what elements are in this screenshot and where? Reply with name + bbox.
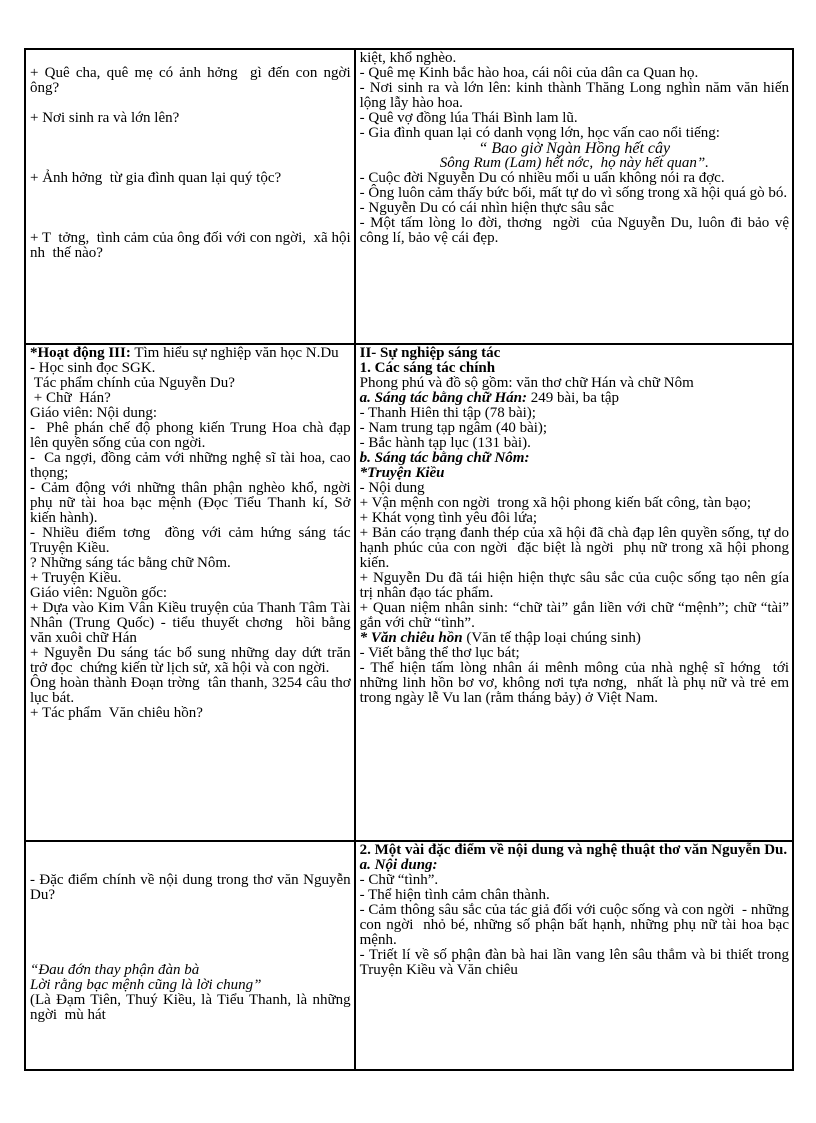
content-line: - Chữ “tình”. xyxy=(359,872,439,888)
content-line: + Nguyễn Du sáng tác bổ sung những day dứt trăn trở đọc chứng kiến từ lịch sử, xã hội và con ngời. xyxy=(30,645,355,676)
content-line: Ông hoàn thành Đoạn trờng tân thanh, 3254 câu thơ lục bát. xyxy=(30,675,355,706)
subsection-heading: a. Sáng tác bằng chữ Hán: 249 bài, ba tập xyxy=(359,390,620,406)
left-cell xyxy=(25,49,359,344)
quote-line: Sông Rum (Lam) hết nớc, họ này hết quan”. xyxy=(439,155,709,171)
content-line: kiệt, khổ nghèo. xyxy=(359,50,457,66)
work-title: *Truyện Kiều xyxy=(359,465,445,481)
content-line: - Triết lí về số phận đàn bà hai lần vang lên sâu thẳm và bi thiết trong Truyện Kiều và Văn chiêu xyxy=(359,947,793,978)
question-text: + Nơi sinh ra và lớn lên? xyxy=(30,110,180,126)
content-line: ? Những sáng tác bằng chữ Nôm. xyxy=(30,555,231,571)
question-text: + Ảnh hởng từ gia đình quan lại quý tộc? xyxy=(30,170,282,186)
lesson-table xyxy=(24,48,794,1071)
table-row xyxy=(25,344,793,841)
table-row xyxy=(25,49,793,344)
subsection-heading: 1. Các sáng tác chính xyxy=(359,360,496,376)
content-line: Giáo viên: Nội dung: xyxy=(30,405,158,421)
content-line: - Ông luôn cảm thấy bức bối, mất tự do vì sống trong xã hội quá gò bó. xyxy=(359,185,788,201)
content-line: + Khát vọng tình yêu đôi lứa; xyxy=(359,510,538,526)
content-line: - Học sinh đọc SGK. xyxy=(30,360,156,376)
content-line: + Nguyễn Du đã tái hiện hiện thực sâu sắc của cuộc sống tạo nên gía trị nhân đạo tác phẩm. xyxy=(359,570,793,601)
content-line: - Quê mẹ Kinh bắc hào hoa, cái nôi của dân ca Quan họ. xyxy=(359,65,699,81)
content-line: - Bắc hành tạp lục (131 bài). xyxy=(359,435,531,451)
table-row xyxy=(25,841,793,1070)
right-cell xyxy=(355,344,793,841)
subsection-heading: b. Sáng tác bằng chữ Nôm: xyxy=(359,450,530,466)
content-line: - Thể hiện tình cảm chân thành. xyxy=(359,887,550,903)
content-line: + Bản cáo trạng đanh thép của xã hội đã chà đạp lên quyền sống, tự do hạnh phúc của con ngời đặc biệt là ngời phụ nữ trong xã hội phong kiến. xyxy=(359,525,793,571)
content-line: - Nhiều điểm tơng đồng với cảm hứng sáng tác Truyện Kiều. xyxy=(30,525,355,556)
section-heading: II- Sự nghiệp sáng tác xyxy=(359,345,501,361)
content-line: - Cảm động với những thân phận nghèo khổ, ngời phụ nữ tài hoa bạc mệnh (Đọc Tiểu Thanh kí, Sở kiến hành). xyxy=(30,480,359,526)
quote-line: Lời rằng bạc mệnh cũng là lời chung” xyxy=(30,977,262,993)
content-line: + Chữ Hán? xyxy=(30,390,111,406)
content-line: - Nguyễn Du có cái nhìn hiện thực sâu sắc xyxy=(359,200,614,216)
content-line: - Ca ngợi, đồng cảm với những nghệ sĩ tài hoa, cao thọng; xyxy=(30,450,355,481)
content-line: (Là Đạm Tiên, Thuý Kiều, là Tiểu Thanh, là những ngời mù hát xyxy=(30,992,355,1023)
content-line: - Viết bằng thể thơ lục bát; xyxy=(359,645,520,661)
content-line: - Gia đình quan lại có danh vọng lớn, học vấn cao nổi tiếng: xyxy=(359,125,720,141)
content-line: - Một tấm lòng lo đời, thơng ngời của Nguyễn Du, luôn đi bảo vệ công lí, bảo vệ cái đẹp. xyxy=(359,215,793,246)
content-line: Giáo viên: Nguồn gốc: xyxy=(30,585,168,601)
content-line: - Thanh Hiên thi tập (78 bài); xyxy=(359,405,536,421)
content-line: - Thể hiện tấm lòng nhân ái mênh mông của nhà nghệ sĩ hớng tới những linh hồn bơ vơ, không nơi tựa nơng, nhất là phụ nữ và trẻ em trong ngày lễ Vu lan (rằm tháng bảy) ở Việt Nam. xyxy=(359,660,793,706)
content-line: + Truyện Kiều. xyxy=(30,570,122,586)
content-line: + Vận mệnh con ngời trong xã hội phong kiến bất công, tàn bạo; xyxy=(359,495,752,511)
subsection-heading: a. Nội dung: xyxy=(359,857,438,873)
content-line: Tác phẩm chính của Nguyễn Du? xyxy=(30,375,235,391)
section-heading: 2. Một vài đặc điểm về nội dung và nghệ thuật thơ văn Nguyễn Du. xyxy=(359,842,788,858)
right-cell xyxy=(355,841,793,1070)
content-line: - Nội dung xyxy=(359,480,425,496)
content-line: Phong phú và đồ sộ gồm: văn thơ chữ Hán và chữ Nôm xyxy=(359,375,694,391)
content-line: - Quê vợ đồng lúa Thái Bình lam lũ. xyxy=(359,110,578,126)
right-cell xyxy=(355,49,793,344)
content-line: + Dựa vào Kim Vân Kiều truyện của Thanh Tâm Tài Nhân (Trung Quốc) - tiểu thuyết chơng hồi bằng văn xuôi chữ Hán xyxy=(30,600,355,646)
activity-heading: *Hoạt động III: Tìm hiểu sự nghiệp văn học N.Du xyxy=(30,345,339,361)
left-cell xyxy=(25,344,359,841)
quote-line: “Đau đớn thay phận đàn bà xyxy=(30,962,200,978)
quote-line: “ Bao giờ Ngàn Hồng hết cây xyxy=(478,140,671,157)
content-line: + Tác phẩm Văn chiêu hồn? xyxy=(30,705,203,721)
content-line: - Phê phán chế độ phong kiến Trung Hoa chà đạp lên quyền sống của con ngời. xyxy=(30,420,355,451)
question-text: + Quê cha, quê mẹ có ảnh hởng gì đến con ngời ông? xyxy=(30,65,359,96)
work-title: * Văn chiêu hồn (Văn tế thập loại chúng sinh) xyxy=(359,630,641,646)
question-text: - Đặc điểm chính về nội dung trong thơ văn Nguyễn Du? xyxy=(30,872,355,903)
content-line: - Nam trung tạp ngâm (40 bài); xyxy=(359,420,548,436)
content-line: - Cảm thông sâu sắc của tác giả đối với cuộc sống và con ngời - những con ngời nhỏ bé, những số phận bất hạnh, những phụ nữ tài hoa bạc mệnh. xyxy=(359,902,793,948)
content-line: + Quan niệm nhân sinh: “chữ tài” gắn liền với chữ “mệnh”; chữ “tài” gắn với chữ “tình”. xyxy=(359,600,793,631)
document-page xyxy=(24,48,794,1071)
content-line: - Nơi sinh ra và lớn lên: kinh thành Thăng Long nghìn năm văn hiến lộng lẫy hào hoa. xyxy=(359,80,793,111)
content-line: - Cuộc đời Nguyễn Du có nhiều mối u uẩn không nói ra đợc. xyxy=(359,170,725,186)
question-text: + T tởng, tình cảm của ông đối với con ngời, xã hội nh thế nào? xyxy=(30,230,355,261)
left-cell xyxy=(25,841,355,1070)
